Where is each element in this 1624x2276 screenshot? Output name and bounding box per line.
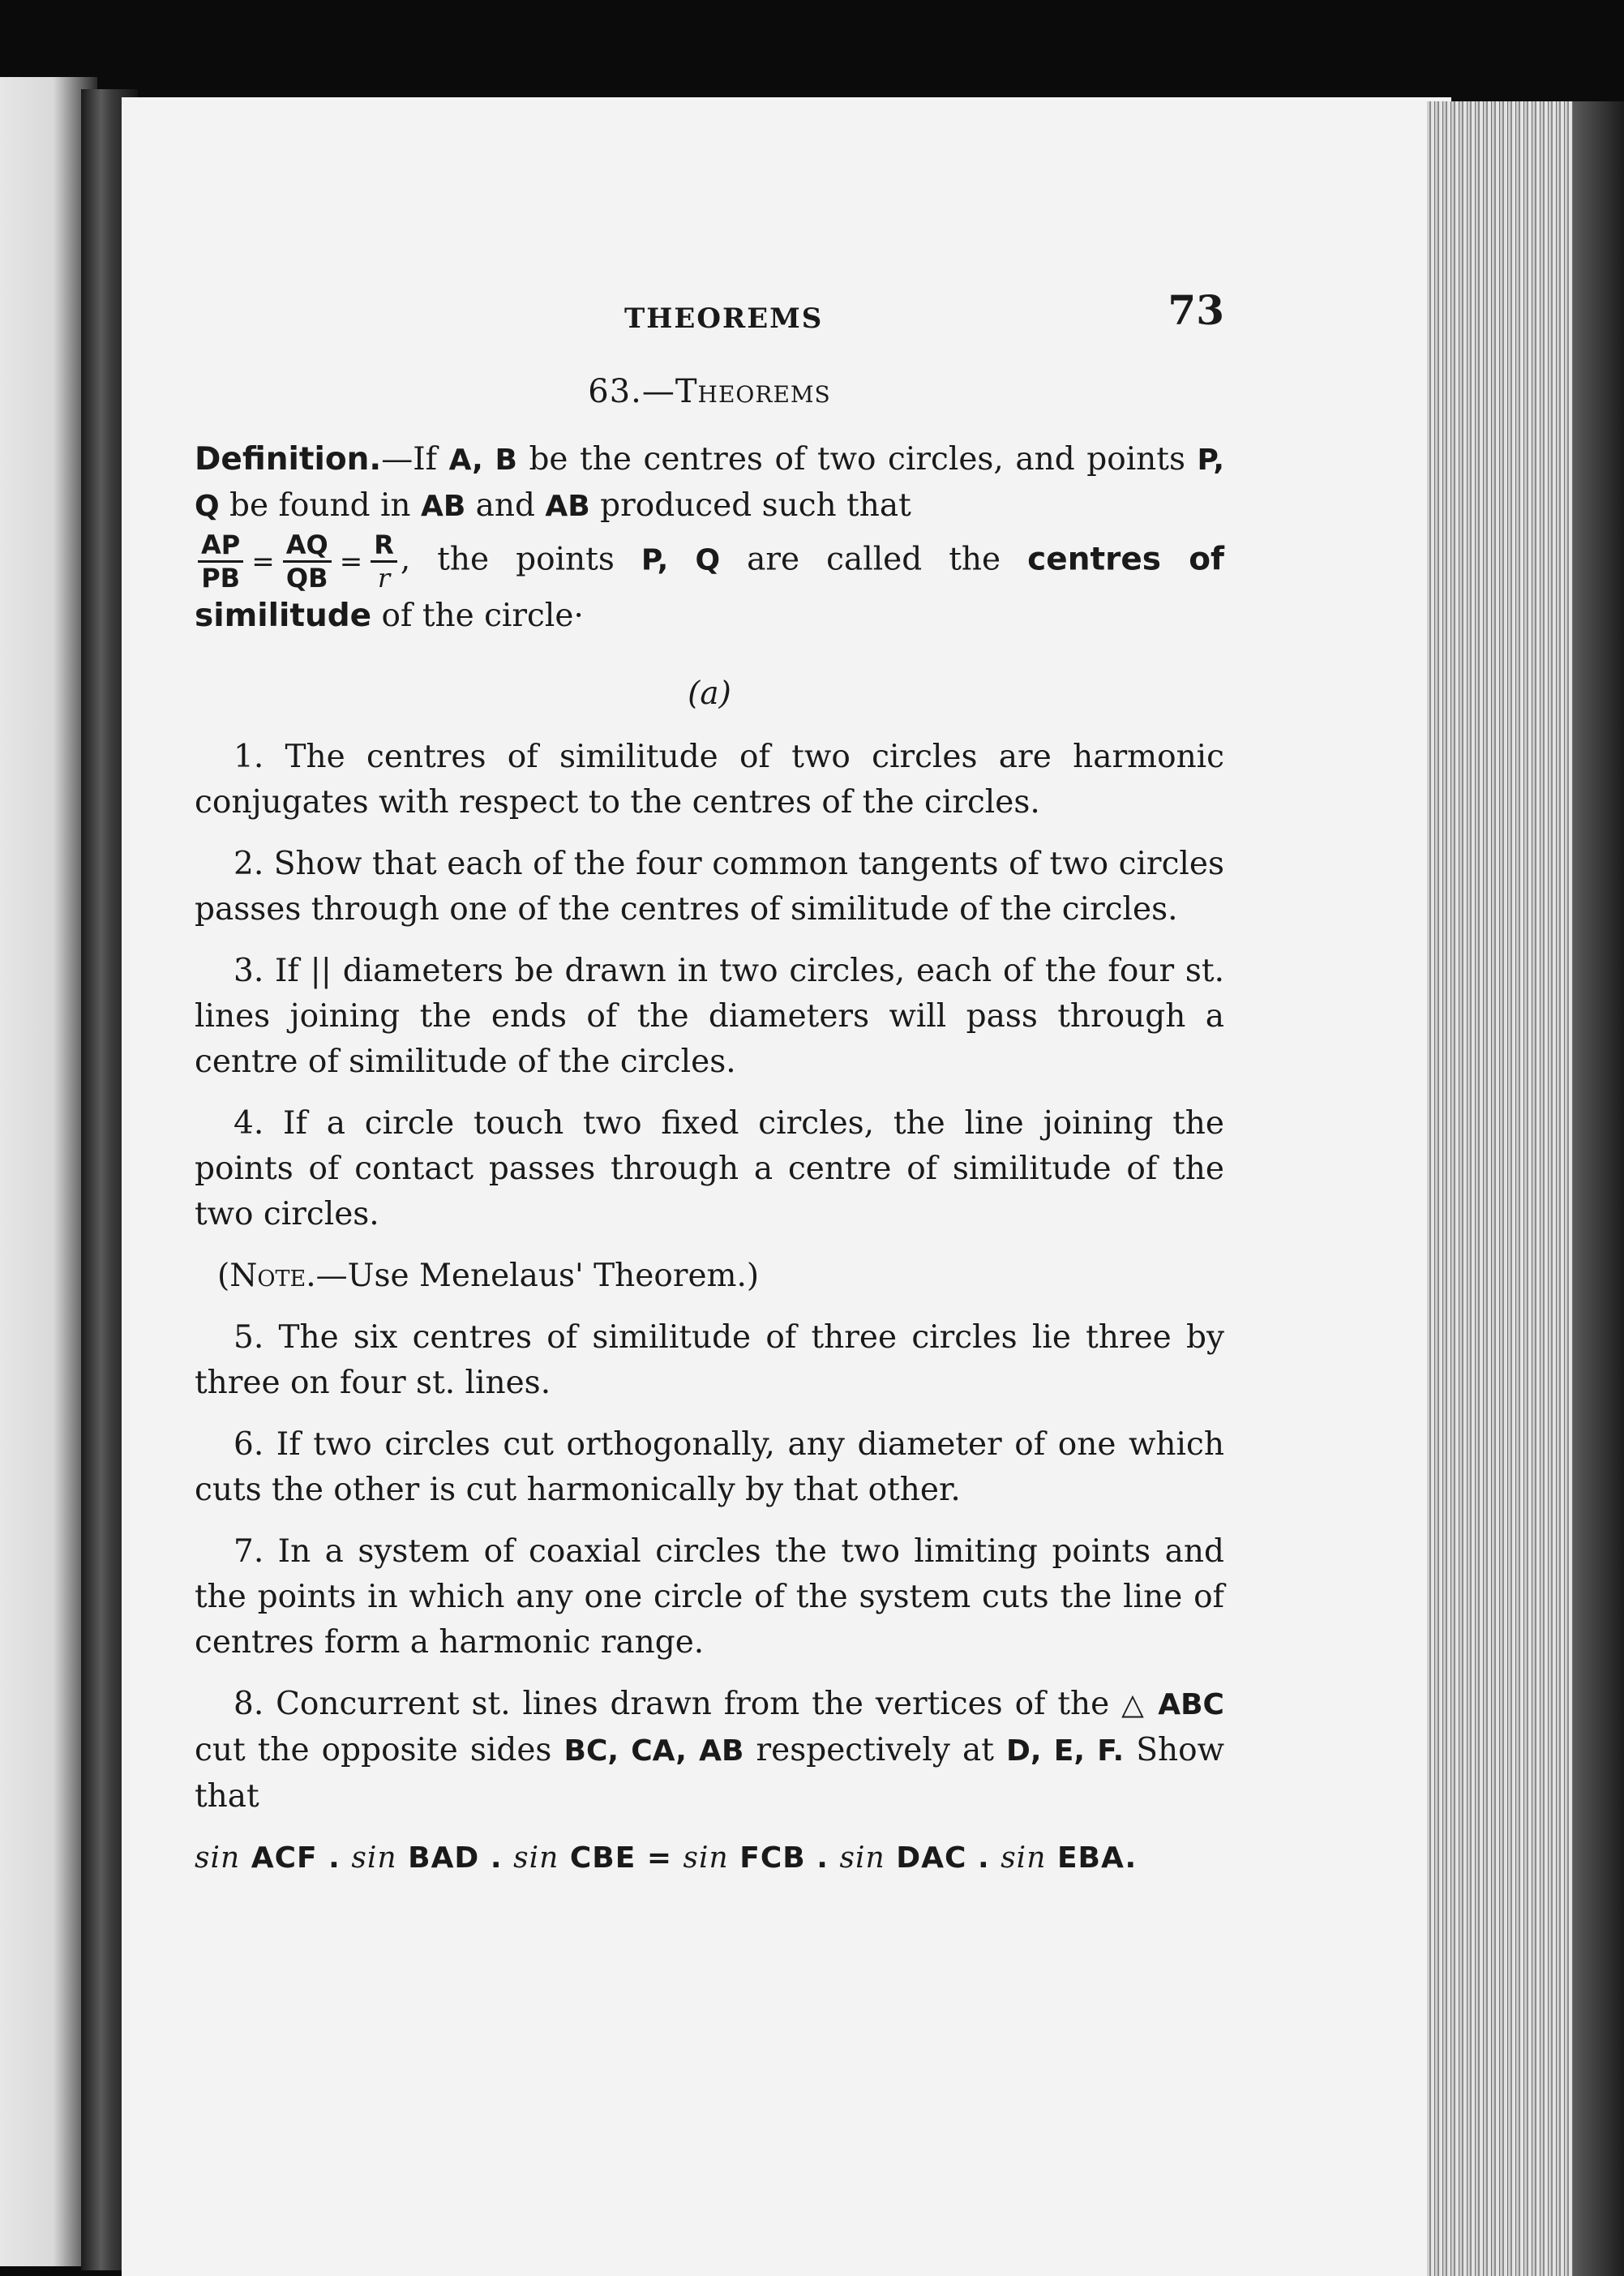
fraction-r-r — [371, 529, 397, 594]
numerator: AQ — [283, 529, 332, 563]
running-head: THEOREMS — [624, 302, 824, 335]
definition-text: of the circle· — [371, 598, 584, 634]
list-item: 6. If two circles cut orthogonally, any diameter of one which cuts the other is cut harmonically by that other. — [195, 1426, 1224, 1508]
definition-text: be the centres of two circles, and points — [516, 441, 1198, 478]
defined-term: centres of similitude — [195, 541, 1224, 634]
definition-text: and — [465, 487, 546, 524]
angle-term: EBA — [1056, 1841, 1125, 1875]
denominator: r — [377, 563, 391, 594]
sin-fn: sin — [839, 1841, 885, 1875]
points-def: D, E, F. — [1005, 1734, 1125, 1768]
definition-text: produced such that — [589, 487, 911, 524]
note-text: .—Use Menelaus' Theorem.) — [306, 1258, 760, 1294]
dot: . — [977, 1841, 990, 1875]
list-item: 5. The six centres of similitude of three circles lie three by three on four st. lines. — [195, 1319, 1224, 1401]
list-item: 3. If || diameters be drawn in two circles, each of the four st. lines joining the ends of the diameters will pass through a centre of similitude of the circles. — [195, 953, 1224, 1080]
point-a: A, — [448, 444, 483, 477]
list-item: 2. Show that each of the four common tangents of two circles passes through one of the centres of similitude of the circles. — [195, 846, 1224, 928]
points-pq: P, Q — [195, 444, 1224, 523]
definition-text: , the points — [400, 541, 641, 578]
sin-fn: sin — [351, 1841, 397, 1875]
triangle-sides: BC, CA, AB — [563, 1734, 744, 1768]
formula — [195, 1836, 1224, 1881]
sin-fn: sin — [683, 1841, 729, 1875]
numerator: AP — [198, 529, 243, 563]
angle-term: ACF — [251, 1841, 318, 1875]
item-text: respectively at — [743, 1732, 1006, 1768]
dot: . — [328, 1841, 341, 1875]
sin-fn: sin — [513, 1841, 559, 1875]
points-pq: P, Q — [641, 543, 721, 577]
equals-sign: = — [339, 545, 363, 578]
triangle-abc: △ ABC — [1121, 1688, 1224, 1721]
fraction-ap-pb — [198, 529, 243, 594]
definition-label: Definition. — [195, 441, 382, 478]
item-text: Show that — [195, 1732, 1224, 1815]
list-item: 7. In a system of coaxial circles the two limiting points and the points in which any one circle of the system cuts the line of centres form a harmonic range. — [195, 1533, 1224, 1661]
line-ab: AB — [420, 490, 466, 523]
dot: . — [490, 1841, 503, 1875]
denominator: PB — [201, 563, 241, 594]
subsection-label: (a) — [688, 675, 731, 712]
page-edges — [1427, 101, 1589, 2276]
angle-term: DAC — [896, 1841, 967, 1875]
page-header — [195, 288, 1224, 345]
page-content — [195, 288, 1224, 1881]
item-text: 8. Concurrent st. lines drawn from the vertices of the — [234, 1686, 1122, 1722]
sin-fn: sin — [1001, 1841, 1047, 1875]
angle-term: FCB — [739, 1841, 806, 1875]
right-shadow — [1573, 101, 1624, 2276]
point-b: B — [495, 444, 517, 477]
numerator: R — [371, 529, 397, 563]
note-paren: ( — [217, 1258, 230, 1294]
list-item: 4. If a circle touch two fixed circles, the line joining the points of contact passes through a centre of similitude of the two circles. — [195, 1105, 1224, 1232]
section-title: 63.—Theorems — [588, 373, 831, 410]
note — [195, 1254, 1224, 1299]
angle-term: BAD — [408, 1841, 480, 1875]
angle-term: CBE — [569, 1841, 636, 1875]
period: . — [1125, 1841, 1138, 1875]
line-ab: AB — [545, 490, 590, 523]
definition — [195, 437, 1224, 639]
definition-text: are called the — [720, 541, 1028, 578]
equals-sign: = — [251, 545, 275, 578]
list-item: 1. The centres of similitude of two circles are harmonic conjugates with respect to the centres of the circles. — [195, 739, 1224, 821]
definition-text: be found in — [219, 487, 421, 524]
note-label: Note — [229, 1258, 306, 1294]
list-item — [195, 1682, 1224, 1820]
equals-sign: = — [646, 1841, 672, 1875]
dot: . — [816, 1841, 829, 1875]
item-text: cut the opposite sides — [195, 1732, 564, 1768]
page-number: 73 — [1168, 286, 1224, 334]
sin-fn: sin — [195, 1841, 241, 1875]
denominator: QB — [285, 563, 328, 594]
definition-text: —If — [381, 441, 438, 478]
fraction-aq-qb — [283, 529, 332, 594]
